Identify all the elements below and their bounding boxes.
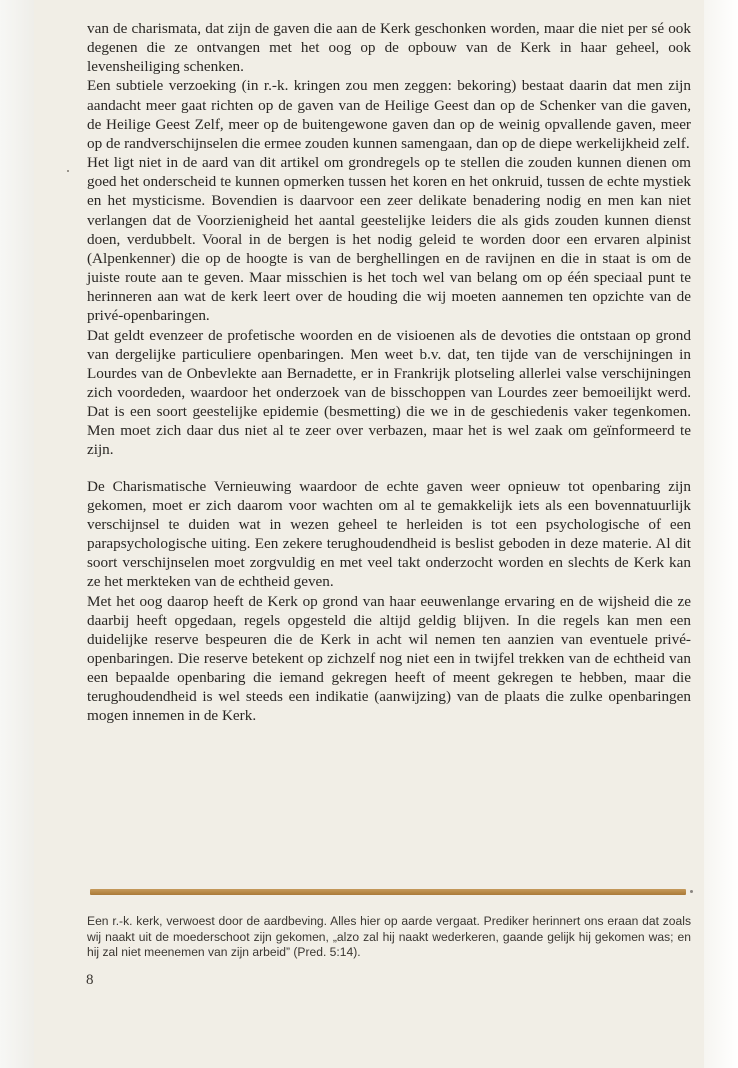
paragraph-regels-kerk: Met het oog daarop heeft de Kerk op grond van haar eeuwenlange ervaring en de wijsheid die ze daarbij heeft opgedaan, regels opgesteld die altijd geldig blijven. In die regels kan men een duidelijke reserve bespeuren die de Kerk in acht wil nemen ten aanzien van eventuele privé-openbaringen. Die reserve betekent op zichzelf nog niet een in twijfel trekken van de echtheid van een bepaalde openbaring die iemand gekregen heeft of meent gekregen te hebben, maar die terughoudendheid is wel steeds een indikatie (aanwijzing) van de plaats die zulke openbaringen mogen innemen in de Kerk. [87,592,691,725]
scan-margin-right [704,0,738,1068]
page-number: 8 [86,972,94,988]
paragraph-grondregels: Het ligt niet in de aard van dit artikel om grondregels op te stellen die zouden kunnen dienen om goed het onderscheid te kunnen opmerken tussen het koren en het onkruid, tussen de echte mystiek en het mysticisme. Bovendien is daarvoor een zeer delikate benadering nodig en men kan niet verlangen dat de Voorzienigheid het aantal geestelijke leiders die als gids zouden kunnen dienst doen, verdubbelt. Vooral in de bergen is het nodig geleid te worden door een ervaren alpinist (Alpenkenner) die op de hoogte is van de berghellingen en de ravijnen en die in staat is om de juiste route aan te geven. Maar misschien is het toch wel van belang om op één speciaal punt te herinneren aan wat de kerk leert over de houding die wij moeten aannemen ten opzichte van de privé-openbaringen. [87,154,691,325]
paragraph-charismata: van de charismata, dat zijn de gaven die aan de Kerk geschonken worden, maar die niet per sé ook degenen die ze ontvangen met het oog op de opbouw van de Kerk in haar geheel, ook levensheiliging schenken. [87,20,691,76]
photo-caption: Een r.-k. kerk, verwoest door de aardbeving. Alles hier op aarde vergaat. Prediker herinnert ons eraan dat zoals wij naakt uit de moederschoot zijn gekomen, „alzo zal hij naakt wederkeren, gaande gelijk hij gekomen was; en hij zal niet meenemen van zijn arbeid” (Pred. 5:14). [87,914,691,960]
divider-dot [690,890,693,893]
scan-margin-left [0,0,34,1068]
scan-speck [67,170,69,172]
paragraph-verzoeking: Een subtiele verzoeking (in r.-k. kringen zou men zeggen: bekoring) bestaat daarin dat men zijn aandacht meer gaat richten op de gaven van de Heilige Geest dan op de Schenker van die gaven, de Heilige Geest Zelf, meer op de buitengewone gaven dan op de weinig opvallende gaven, meer op de randverschijnselen die ermee zouden kunnen samengaan, dan op de diepe werkelijkheid zelf. [87,77,691,152]
book-page [34,0,704,1068]
divider-rule [90,889,686,895]
paragraph-charismatische-vernieuwing: De Charismatische Vernieuwing waardoor de echte gaven weer opnieuw tot openbaring zijn gekomen, moet er zich daarom voor wachten om al te gemakkelijk iets als een bovennatuurlijk verschijnsel te duiden wat in wezen geheel te herleiden is tot een psychologische of een parapsychologische uiting. Een zekere terughoudendheid is beslist geboden in deze materie. Al dit soort verschijnselen moet zorgvuldig en met veel takt onderzocht worden en slechts de Kerk kan ze het merkteken van de echtheid geven. [87,477,691,591]
paragraph-profetische-woorden: Dat geldt evenzeer de profetische woorden en de visioenen als de devoties die ontstaan op grond van dergelijke particuliere openbaringen. Men weet b.v. dat, ten tijde van de verschijningen in Lourdes van de Onbevlekte aan Bernadette, er in Frankrijk plotseling allerlei valse verschijningen zich voordeden, waardoor het onderzoek van de bisschoppen van Lourdes zeer bemoeilijkt werd. Dat is een soort geestelijke epidemie (besmetting) die we in de geschiedenis vaker tegenkomen. Men moet zich daar dus niet al te zeer over verbazen, maar het is wel zaak om geïnformeerd te zijn. [87,326,691,459]
article-body [87,19,691,726]
